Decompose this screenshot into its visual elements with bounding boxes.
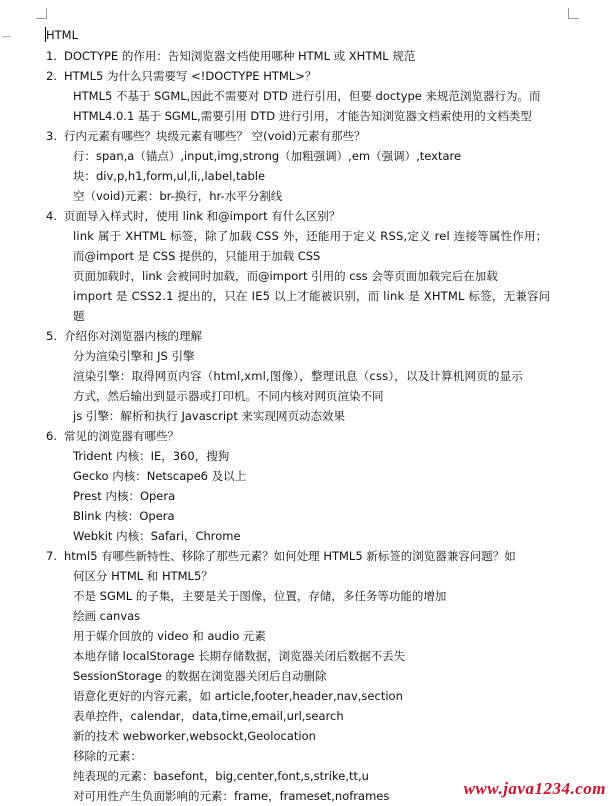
line-text: HTML5 不基于 SGML,因此不需要对 DTD 进行引用，但要 doctype 来规范浏览器行为。而 (73, 89, 541, 103)
answer-line[interactable] (0, 146, 614, 166)
answer-line[interactable] (0, 366, 614, 386)
line-text: SessionStorage 的数据在浏览器关闭后自动删除 (73, 669, 327, 683)
numbered-question-line[interactable] (0, 66, 614, 86)
line-text: 方式，然后输出到显示器或打印机。不同内核对网页渲染不同 (73, 389, 384, 403)
margin-mark: — (2, 32, 11, 42)
answer-line[interactable] (0, 666, 614, 686)
line-text: 而@import 是 CSS 提供的，只能用于加载 CSS (73, 249, 321, 263)
list-number: 5. (46, 329, 57, 343)
line-text: Prest 内核：Opera (73, 489, 176, 503)
list-number: 7. (46, 549, 57, 563)
line-text: 新的技术 webworker,websockt,Geolocation (73, 729, 316, 743)
list-number: 3. (46, 129, 57, 143)
watermark: www.java1234.com (463, 779, 606, 798)
line-text: Gecko 内核：Netscape6 及以上 (73, 469, 247, 483)
answer-line[interactable] (0, 626, 614, 646)
line-text: 表单控件，calendar，data,time,email,url,search (73, 709, 344, 723)
line-text: 绘画 canvas (73, 609, 141, 623)
line-text: 何区分 HTML 和 HTML5？ (73, 569, 213, 583)
line-text: 页面导入样式时，使用 link 和@import 有什么区别？ (64, 209, 341, 223)
answer-line[interactable] (0, 226, 614, 246)
answer-line[interactable] (0, 166, 614, 186)
answer-line[interactable] (0, 86, 614, 106)
numbered-question-line[interactable] (0, 546, 614, 566)
line-text: 页面加载时，link 会被同时加载，而@import 引用的 css 会等页面加载完后在加载 (73, 269, 498, 283)
answer-line[interactable] (0, 486, 614, 506)
list-number: 4. (46, 209, 57, 223)
numbered-question-line[interactable] (0, 126, 614, 146)
list-number: 2. (46, 69, 57, 83)
answer-line[interactable] (0, 526, 614, 546)
line-text: 行：span,a（锚点）,input,img,strong（加粗强调）,em（强调）,textare (73, 149, 462, 163)
line-text: Blink 内核：Opera (73, 509, 175, 523)
answer-line[interactable] (0, 566, 614, 586)
line-text: import 是 CSS2.1 提出的，只在 IE5 以上才能被识别，而 link 是 XHTML 标签，无兼容问 (73, 289, 551, 303)
line-text: 介绍你对浏览器内核的理解 (64, 329, 202, 343)
answer-line[interactable] (0, 106, 614, 126)
answer-line[interactable] (0, 726, 614, 746)
numbered-question-line[interactable] (0, 426, 614, 446)
line-text: 用于媒介回放的 video 和 audio 元素 (73, 629, 266, 643)
answer-line[interactable] (0, 266, 614, 286)
line-text: 空（void)元素：br-换行，hr-水平分割线 (73, 189, 283, 203)
line-text: 渲染引擎：取得网页内容（html,xml,图像），整理讯息（css），以及计算机网页的显示 (73, 369, 524, 383)
line-text: 行内元素有哪些？块级元素有哪些？ 空(void)元素有那些？ (64, 129, 366, 143)
line-text: 分为渲染引擎和 JS 引擎 (73, 349, 195, 363)
line-text: 块：div,p,h1,form,ul,li,,label,table (73, 169, 266, 183)
answer-line[interactable] (0, 506, 614, 526)
answer-line[interactable] (0, 746, 614, 766)
answer-line[interactable] (0, 186, 614, 206)
answer-line[interactable] (0, 686, 614, 706)
numbered-question-line[interactable] (0, 206, 614, 226)
answer-line[interactable] (0, 586, 614, 606)
line-text: js 引擎：解析和执行 Javascript 来实现网页动态效果 (73, 409, 345, 423)
answer-line[interactable] (0, 606, 614, 626)
answer-line[interactable] (0, 706, 614, 726)
line-text: 对可用性产生负面影响的元素：frame，frameset,noframes (73, 789, 390, 803)
line-text: 本地存储 localStorage 长期存储数据，浏览器关闭后数据不丢失 (73, 649, 406, 663)
line-text: 纯表现的元素：basefont，big,center,font,s,strike,tt,u (73, 769, 369, 783)
answer-line[interactable] (0, 346, 614, 366)
line-text: 语意化更好的内容元素，如 article,footer,header,nav,section (73, 689, 403, 703)
answer-line[interactable] (0, 446, 614, 466)
line-text: 常见的浏览器有哪些？ (64, 429, 179, 443)
list-number: 1. (46, 49, 57, 63)
line-text: HTML5 为什么只需要写 <!DOCTYPE HTML>？ (64, 69, 317, 83)
line-text: HTML4.0.1 基于 SGML,需要引用 DTD 进行引用，才能告知浏览器文档索使用的文档类型 (73, 109, 532, 123)
document-body[interactable] (0, 46, 614, 806)
line-text: html5 有哪些新特性、移除了那些元素？如何处理 HTML5 新标签的浏览器兼容问题？如 (64, 549, 516, 563)
page-corner-mark-top-left (36, 8, 47, 19)
line-text: link 属于 XHTML 标签，除了加载 CSS 外，还能用于定义 RSS,定义 rel 连接等属性作用； (73, 229, 548, 243)
page-corner-mark-top-right (568, 8, 579, 19)
numbered-question-line[interactable] (0, 46, 614, 66)
answer-line[interactable] (0, 246, 614, 266)
numbered-question-line[interactable] (0, 326, 614, 346)
line-text: 题 (73, 309, 85, 323)
line-text: 不是 SGML 的子集，主要是关于图像，位置，存储，多任务等功能的增加 (73, 589, 447, 603)
answer-line[interactable] (0, 406, 614, 426)
list-number: 6. (46, 429, 57, 443)
line-text: Webkit 内核：Safari，Chrome (73, 529, 241, 543)
answer-line[interactable] (0, 306, 614, 326)
answer-line[interactable] (0, 466, 614, 486)
answer-line[interactable] (0, 386, 614, 406)
line-text: DOCTYPE 的作用：告知浏览器文档使用哪种 HTML 或 XHTML 规范 (64, 49, 416, 63)
answer-line[interactable] (0, 286, 614, 306)
answer-line[interactable] (0, 646, 614, 666)
line-text: Trident 内核：IE，360，搜狗 (73, 449, 230, 463)
document-title[interactable]: HTML (46, 28, 79, 42)
line-text: 移除的元素： (73, 749, 142, 763)
